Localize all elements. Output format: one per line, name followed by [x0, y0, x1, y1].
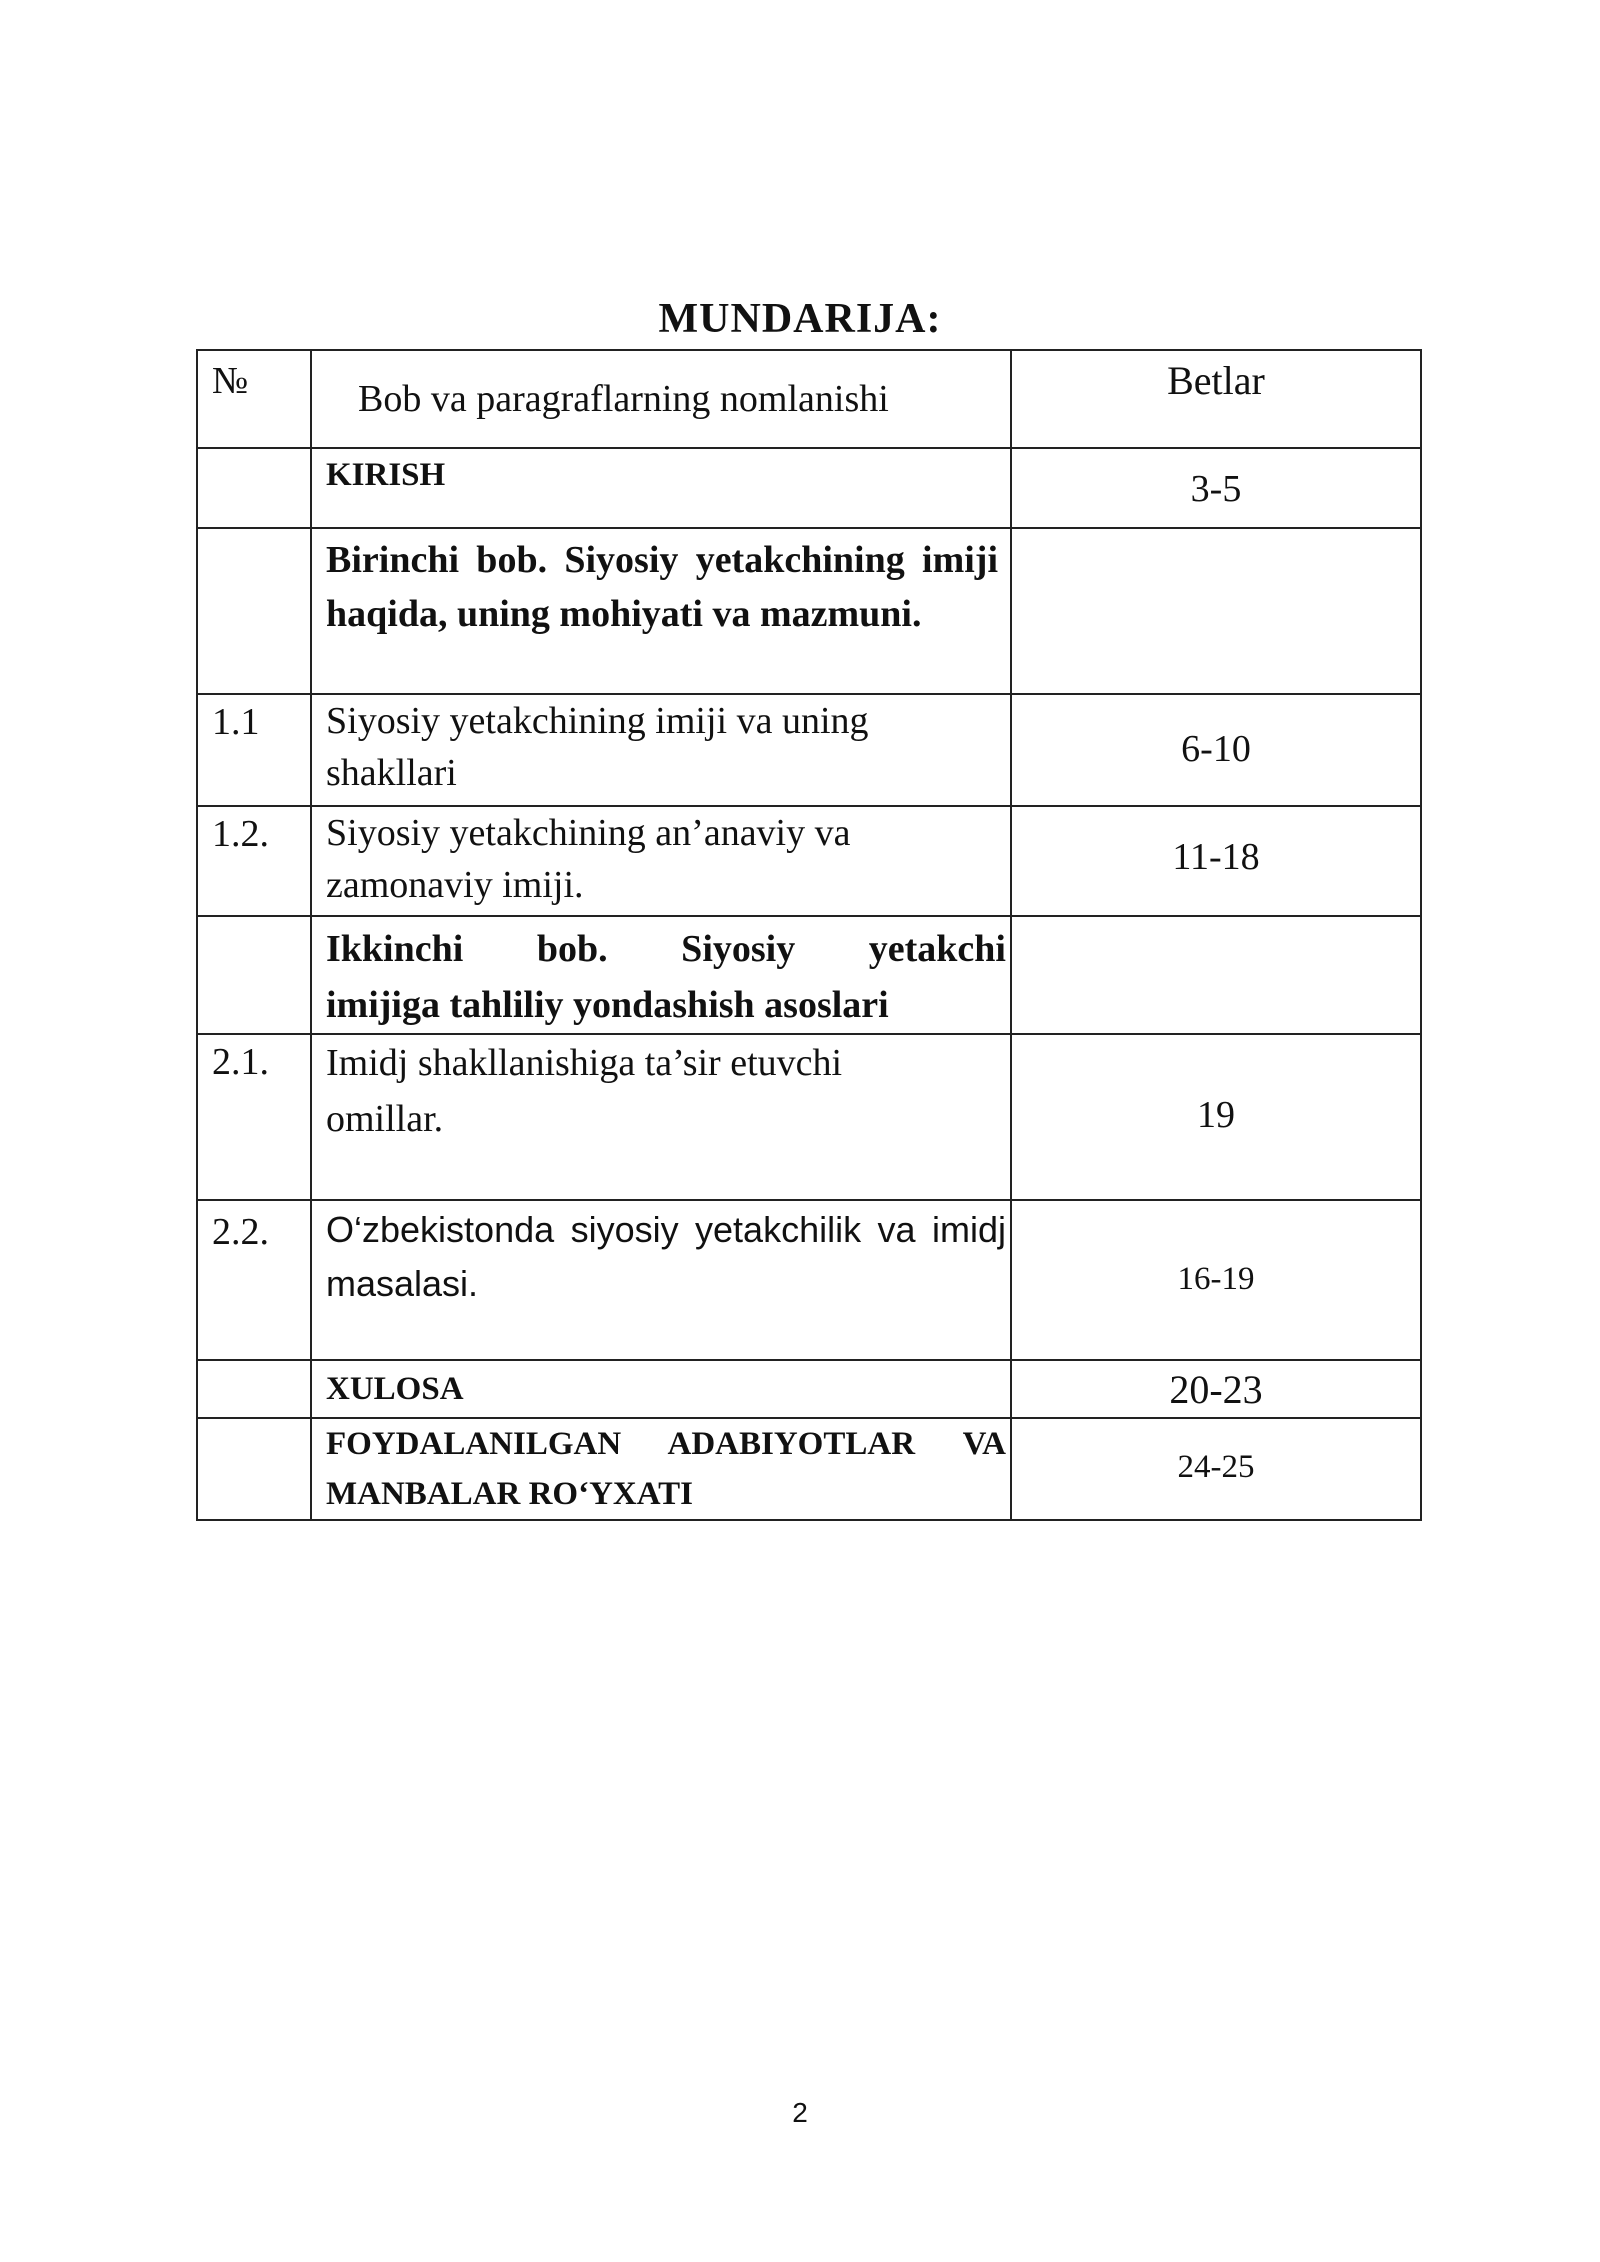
row-title: Birinchi bob. Siyosiy yetakchining imiji haqida, uning mohiyati va mazmuni.: [326, 539, 998, 635]
row-pages: 3-5: [1190, 468, 1242, 510]
header-title-cell: [311, 350, 1011, 448]
row-title-line-2: imijiga tahliliy yondashish asoslari: [326, 984, 889, 1026]
page-number: 2: [792, 2097, 808, 2128]
table-header-row: [197, 350, 1421, 448]
row-pages-cell: [1011, 1360, 1421, 1418]
table-row: [197, 1418, 1421, 1520]
row-num-cell: [197, 448, 311, 528]
row-num: [198, 529, 310, 537]
header-pages-cell: [1011, 350, 1421, 448]
row-pages: 20-23: [1169, 1367, 1263, 1412]
row-title-line-1: Ikkinchi bob. Siyosiy yetakchi: [326, 928, 1006, 970]
row-num-cell: [197, 1200, 311, 1360]
row-title-cell: [311, 916, 1011, 1034]
row-title-cell: [311, 1034, 1011, 1200]
table-row: [197, 528, 1421, 694]
row-title: KIRISH: [326, 457, 446, 493]
table-row: [197, 1034, 1421, 1200]
row-num-cell: [197, 1418, 311, 1520]
row-num: [198, 1419, 310, 1427]
row-title: FOYDALANILGAN ADABIYOTLAR VA MANBALAR RO‘YXATI: [326, 1426, 1006, 1512]
row-num: 1.1: [212, 701, 260, 743]
table-row: [197, 448, 1421, 528]
row-num-cell: [197, 694, 311, 806]
row-title-cell: [311, 528, 1011, 694]
row-title-cell: [311, 1200, 1011, 1360]
row-num-cell: [197, 528, 311, 694]
row-num: 2.1.: [212, 1041, 269, 1083]
row-pages-cell: [1011, 1418, 1421, 1520]
row-pages: 24-25: [1177, 1449, 1255, 1485]
row-pages-cell: [1011, 448, 1421, 528]
row-num: [198, 449, 310, 457]
row-title: XULOSA: [326, 1371, 464, 1407]
row-pages: 11-18: [1172, 836, 1260, 878]
row-num-cell: [197, 806, 311, 916]
row-num-cell: [197, 916, 311, 1034]
table-row: [197, 806, 1421, 916]
row-title-cell: [311, 1418, 1011, 1520]
table-row: [197, 916, 1421, 1034]
table-row: [197, 1200, 1421, 1360]
row-pages: 16-19: [1177, 1261, 1255, 1297]
row-pages-cell: [1011, 806, 1421, 916]
header-num-cell: [197, 350, 311, 448]
row-pages-cell: [1011, 694, 1421, 806]
row-num-cell: [197, 1360, 311, 1418]
row-title-cell: [311, 694, 1011, 806]
row-pages-cell: [1011, 1034, 1421, 1200]
header-title-label: Bob va paragraflarning nomlanishi: [358, 378, 889, 420]
row-num: 1.2.: [212, 813, 269, 855]
table-row: [197, 694, 1421, 806]
row-pages-cell: [1011, 528, 1421, 694]
header-pages-label: Betlar: [1167, 358, 1265, 403]
row-pages-cell: [1011, 916, 1421, 1034]
row-title-cell: [311, 1360, 1011, 1418]
row-pages: 19: [1197, 1094, 1235, 1136]
row-pages-cell: [1011, 1200, 1421, 1360]
row-num: [198, 1361, 310, 1369]
row-title: Siyosiy yetakchining imiji va uning shakllari: [326, 700, 869, 794]
row-num-cell: [197, 1034, 311, 1200]
table-row: [197, 1360, 1421, 1418]
row-title: O‘zbekistonda siyosiy yetakchilik va imidj masalasi.: [326, 1209, 1006, 1304]
table-of-contents: [196, 349, 1422, 1521]
row-title: Siyosiy yetakchining an’anaviy va zamonaviy imiji.: [326, 812, 851, 906]
row-title-cell: [311, 806, 1011, 916]
page-title: MUNDARIJA:: [658, 296, 942, 342]
row-title-cell: [311, 448, 1011, 528]
row-num: 2.2.: [212, 1211, 269, 1253]
row-pages: 6-10: [1181, 728, 1251, 770]
header-num-label: №: [212, 360, 249, 402]
row-title-line-1: Imidj shakllanishiga ta’sir etuvchi: [326, 1042, 843, 1084]
row-num: [198, 917, 310, 925]
row-title-line-2: omillar.: [326, 1098, 444, 1140]
